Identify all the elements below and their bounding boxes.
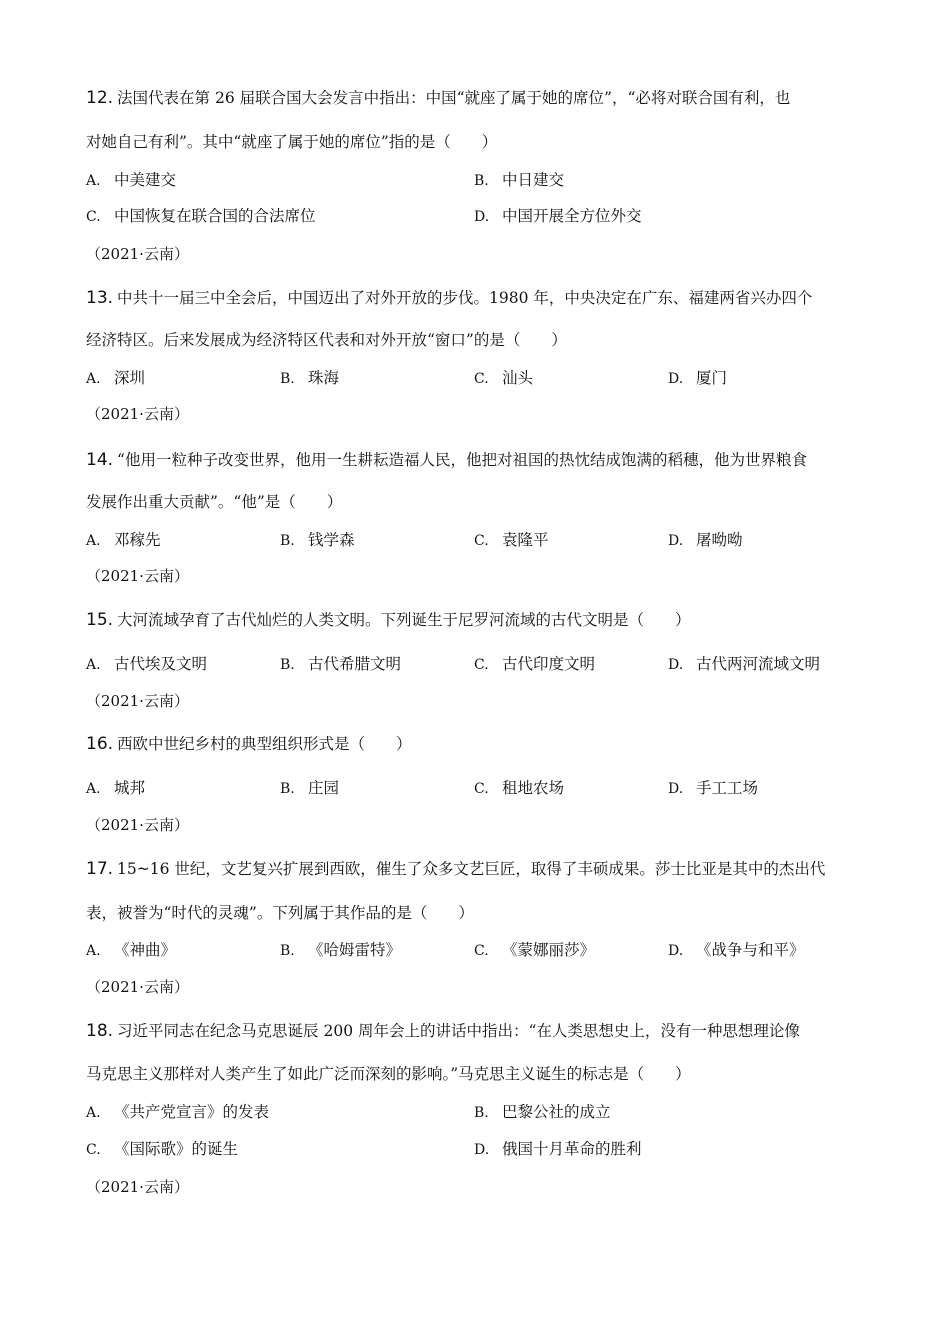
option-text: 钱学森	[308, 531, 355, 549]
question-number: 13.	[86, 288, 114, 308]
option-text: 巴黎公社的成立	[502, 1103, 611, 1121]
option-d	[474, 1139, 642, 1160]
option-text: 租地农场	[502, 779, 565, 797]
option-c	[474, 940, 595, 961]
option-text: 汕头	[502, 369, 534, 387]
option-b	[474, 170, 564, 191]
option-text: 城邦	[114, 779, 146, 797]
option-b	[280, 530, 355, 551]
option-text: 古代埃及文明	[114, 655, 208, 673]
option-letter: D.	[668, 781, 684, 797]
option-a	[86, 530, 161, 551]
option-text: 古代希腊文明	[308, 655, 402, 673]
option-letter: C.	[474, 943, 489, 959]
question-text: 经济特区。后来发展成为经济特区代表和对外开放“窗口”的是（ ）	[86, 331, 567, 349]
option-text: 厦门	[696, 369, 728, 387]
question-14-line-1	[86, 450, 807, 470]
question-text: 大河流域孕育了古代灿烂的人类文明。下列诞生于尼罗河流域的古代文明是（ ）	[117, 611, 691, 629]
option-letter: B.	[280, 371, 295, 387]
question-text: 表，被誉为“时代的灵魂”。下列属于其作品的是（ ）	[86, 904, 474, 922]
option-letter: A.	[86, 657, 101, 673]
question-source: （2021·云南）	[86, 816, 189, 834]
question-text: 中共十一届三中全会后，中国迈出了对外开放的步伐。1980 年，中央决定在广东、福建两省兴办四个	[117, 289, 813, 307]
option-text: 袁隆平	[502, 531, 549, 549]
option-d	[474, 206, 642, 227]
question-text: 西欧中世纪乡村的典型组织形式是（ ）	[117, 735, 412, 753]
question-text: 习近平同志在纪念马克思诞辰 200 周年会上的讲话中指出：“在人类思想史上，没有一种思想理论像	[117, 1022, 800, 1040]
option-letter: D.	[474, 209, 490, 225]
option-text: 庄园	[308, 779, 340, 797]
option-letter: D.	[668, 371, 684, 387]
option-text: 邓稼先	[114, 531, 161, 549]
option-text: 《蒙娜丽莎》	[502, 941, 596, 959]
option-d	[668, 778, 758, 799]
option-c	[86, 1139, 238, 1160]
question-12-line-1	[86, 88, 790, 108]
question-source: （2021·云南）	[86, 1178, 189, 1196]
question-number: 14.	[86, 450, 114, 470]
option-a	[86, 1102, 269, 1123]
option-text: 中国开展全方位外交	[502, 207, 642, 225]
option-c	[474, 778, 564, 799]
option-text: 手工工场	[696, 779, 759, 797]
option-letter: B.	[474, 1105, 489, 1121]
question-number: 17.	[86, 859, 114, 879]
option-letter: C.	[474, 781, 489, 797]
option-letter: D.	[668, 533, 684, 549]
option-letter: C.	[86, 1142, 101, 1158]
question-13-line-1	[86, 288, 812, 308]
option-letter: C.	[474, 371, 489, 387]
option-letter: A.	[86, 173, 101, 189]
question-source: （2021·云南）	[86, 567, 189, 585]
question-source: （2021·云南）	[86, 405, 189, 423]
option-letter: B.	[280, 943, 295, 959]
option-a	[86, 940, 176, 961]
question-16-line-1	[86, 734, 412, 754]
option-a	[86, 654, 207, 675]
option-letter: A.	[86, 943, 101, 959]
option-b	[280, 368, 339, 389]
option-text: 《国际歌》的诞生	[114, 1140, 239, 1158]
option-letter: D.	[474, 1142, 490, 1158]
option-text: 《哈姆雷特》	[308, 941, 402, 959]
option-text: 中美建交	[114, 171, 177, 189]
option-b	[474, 1102, 611, 1123]
question-number: 12.	[86, 88, 114, 108]
option-letter: B.	[280, 533, 295, 549]
option-c	[474, 368, 533, 389]
option-letter: D.	[668, 657, 684, 673]
option-a	[86, 170, 176, 191]
option-d	[668, 940, 805, 961]
option-d	[668, 530, 743, 551]
option-text: 深圳	[114, 369, 146, 387]
option-d	[668, 654, 820, 675]
question-text: 发展作出重大贡献”。“他”是（ ）	[86, 493, 343, 511]
option-b	[280, 778, 339, 799]
question-text: 对她自己有利”。其中“就座了属于她的席位”指的是（ ）	[86, 133, 498, 151]
option-letter: A.	[86, 781, 101, 797]
option-letter: C.	[86, 209, 101, 225]
option-c	[474, 530, 549, 551]
option-text: 《战争与和平》	[696, 941, 805, 959]
question-source: （2021·云南）	[86, 692, 189, 710]
option-letter: A.	[86, 533, 101, 549]
option-a	[86, 778, 145, 799]
option-letter: A.	[86, 371, 101, 387]
question-text: 15~16 世纪，文艺复兴扩展到西欧，催生了众多文艺巨匠，取得了丰硕成果。莎士比亚是其中的杰出代	[117, 860, 826, 878]
question-number: 15.	[86, 610, 114, 630]
question-18-line-1	[86, 1021, 800, 1041]
option-text: 古代印度文明	[502, 655, 596, 673]
option-text: 中日建交	[502, 171, 565, 189]
option-letter: D.	[668, 943, 684, 959]
option-letter: B.	[280, 657, 295, 673]
option-a	[86, 368, 145, 389]
option-text: 珠海	[308, 369, 340, 387]
option-c	[86, 206, 316, 227]
option-letter: B.	[280, 781, 295, 797]
option-text: 中国恢复在联合国的合法席位	[114, 207, 316, 225]
option-text: 古代两河流域文明	[696, 655, 821, 673]
option-b	[280, 654, 401, 675]
question-17-line-1	[86, 859, 825, 879]
question-text: 马克思主义那样对人类产生了如此广泛而深刻的影响。”马克思主义诞生的标志是（ ）	[86, 1065, 691, 1083]
question-number: 16.	[86, 734, 114, 754]
option-letter: B.	[474, 173, 489, 189]
question-text: “他用一粒种子改变世界，他用一生耕耘造福人民，他把对祖国的热忱结成饱满的稻穗，他为世界粮食	[117, 451, 807, 469]
option-b	[280, 940, 401, 961]
question-source: （2021·云南）	[86, 245, 189, 263]
question-number: 18.	[86, 1021, 114, 1041]
question-text: 法国代表在第 26 届联合国大会发言中指出：中国“就座了属于她的席位”，“必将对联合国有利，也	[117, 89, 791, 107]
question-source: （2021·云南）	[86, 978, 189, 996]
question-15-line-1	[86, 610, 691, 630]
option-letter: C.	[474, 657, 489, 673]
option-text: 《神曲》	[114, 941, 177, 959]
option-c	[474, 654, 595, 675]
option-d	[668, 368, 727, 389]
option-text: 屠呦呦	[696, 531, 743, 549]
option-letter: A.	[86, 1105, 101, 1121]
option-text: 《共产党宣言》的发表	[114, 1103, 270, 1121]
option-text: 俄国十月革命的胜利	[502, 1140, 642, 1158]
option-letter: C.	[474, 533, 489, 549]
